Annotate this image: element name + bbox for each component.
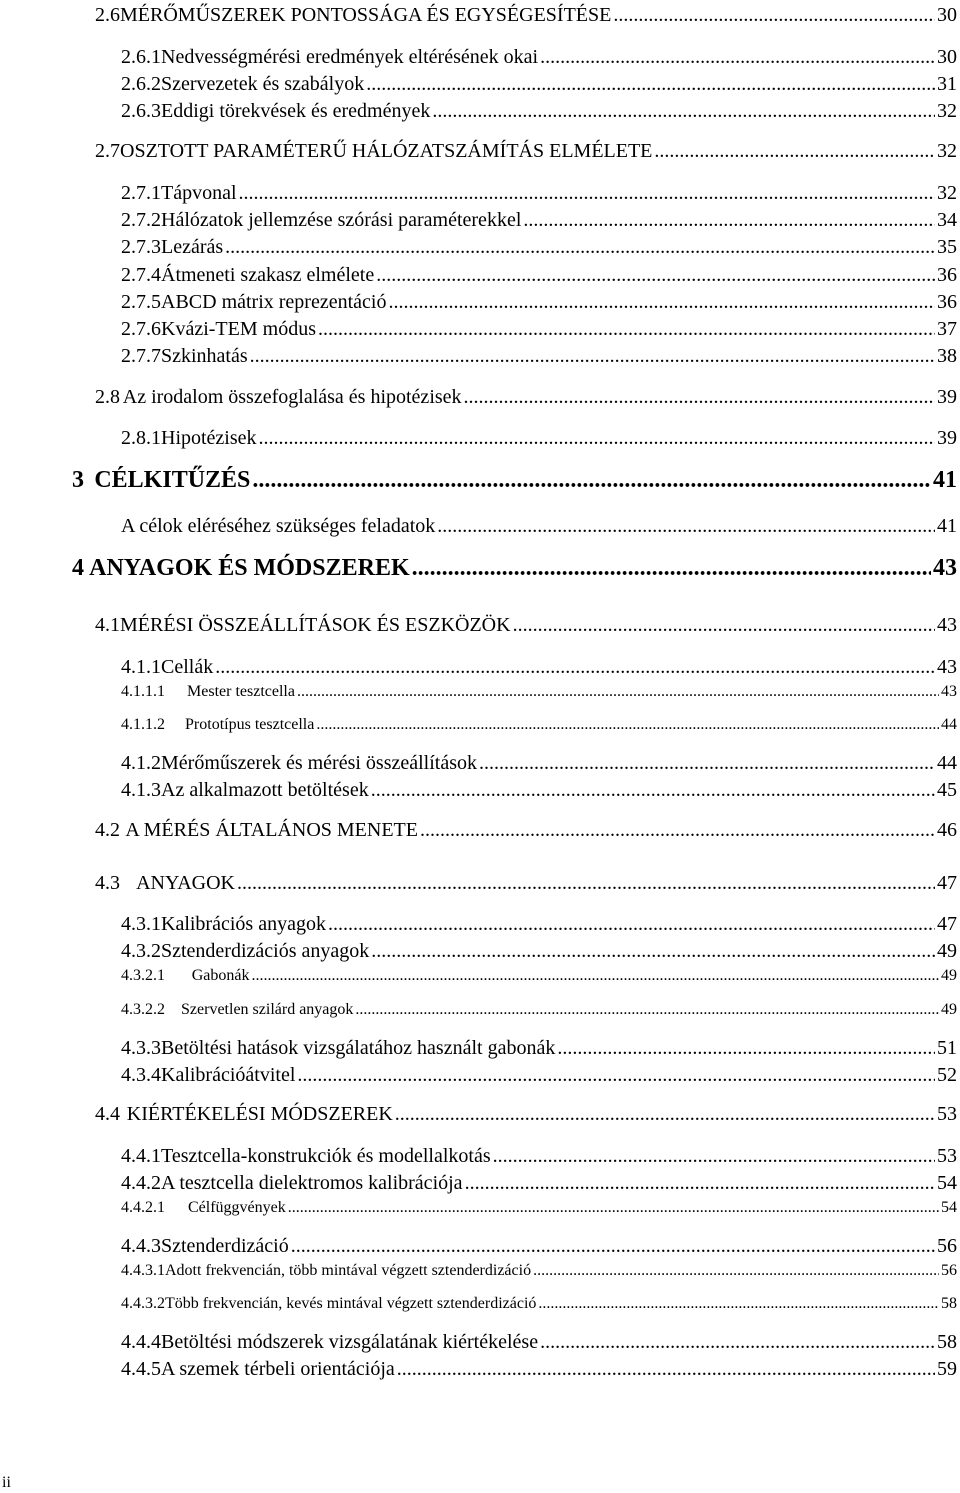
toc-entry-title: Az alkalmazott betöltések [161, 779, 369, 801]
toc-leader-dots [613, 5, 935, 25]
toc-entry-title: Prototípus tesztcella [185, 716, 315, 733]
toc-leader-dots [513, 615, 935, 635]
toc-entry [121, 1002, 957, 1018]
toc-entry-page: 36 [937, 291, 957, 313]
toc-entry [121, 1038, 957, 1058]
toc-entry-number: 2.7.2 [121, 209, 161, 231]
toc-leader-dots [437, 516, 935, 536]
toc-entry-page: 47 [937, 872, 957, 894]
toc-entry-title: Tesztcella-konstrukciók és modellalkotás [161, 1145, 491, 1167]
toc-entry [121, 657, 957, 677]
toc-entry-title: CÉLKITŰZÉS [94, 467, 251, 493]
toc-entry [121, 1146, 957, 1166]
toc-entry-number: 4.4.2 [121, 1172, 161, 1194]
toc-leader-dots [557, 1038, 935, 1058]
toc-leader-dots [371, 780, 935, 800]
toc-entry-number: 4.4.1 [121, 1145, 161, 1167]
toc-leader-dots [465, 1173, 935, 1193]
toc-leader-dots [533, 1263, 939, 1279]
toc-entry-title: ABCD mátrix reprezentáció [161, 291, 387, 313]
toc-entry-title: MÉRÉSI ÖSSZEÁLLÍTÁSOK ÉS ESZKÖZÖK [120, 614, 511, 636]
toc-entry-page: 49 [941, 967, 957, 984]
toc-entry-page: 56 [937, 1235, 957, 1257]
toc-entry [72, 556, 957, 580]
toc-leader-dots [297, 1065, 935, 1085]
toc-entry [121, 780, 957, 800]
toc-entry [121, 1359, 957, 1379]
toc-entry-title: Szervezetek és szabályok [161, 73, 365, 95]
toc-entry [95, 820, 957, 840]
toc-entry-title: Nedvességmérési eredmények eltérésének okai [161, 46, 539, 68]
toc-entry-page: 54 [941, 1199, 957, 1216]
toc-entry-title: ANYAGOK [136, 872, 235, 894]
toc-entry-page: 43 [937, 656, 957, 678]
toc-entry-page: 43 [937, 614, 957, 636]
toc-entry [95, 387, 957, 407]
toc-entry-number: 4.3.1 [121, 913, 161, 935]
toc-leader-dots [225, 237, 935, 257]
toc-entry [121, 516, 957, 536]
toc-entry-page: 32 [937, 100, 957, 122]
toc-entry-number: 4.4.2.1 [121, 1199, 165, 1216]
toc-entry-number: 4.1.2 [121, 752, 161, 774]
toc-entry-title: Mérőműszerek és mérési összeállítások [161, 752, 478, 774]
toc-entry-number: 2.6.1 [121, 46, 161, 68]
toc-leader-dots [297, 684, 939, 700]
toc-entry-page: 30 [937, 4, 957, 26]
toc-leader-dots [654, 141, 935, 161]
toc-entry-number: 2.8.1 [121, 427, 161, 449]
toc-entry-number: 2.7.7 [121, 345, 161, 367]
toc-entry-page: 32 [937, 182, 957, 204]
toc-entry-page: 43 [933, 555, 957, 581]
toc-entry-page: 49 [937, 940, 957, 962]
toc-entry [95, 873, 957, 893]
toc-entry-number: 2.8 [95, 386, 120, 408]
toc-entry [121, 346, 957, 366]
toc-entry [121, 1263, 957, 1279]
toc-leader-dots [376, 265, 935, 285]
toc-entry-title: Szkinhatás [161, 345, 248, 367]
toc-leader-dots [239, 183, 935, 203]
toc-entry-title: Több frekvencián, kevés mintával végzett sztenderdizáció [165, 1295, 537, 1312]
toc-entry-number: 4.4.4 [121, 1331, 161, 1353]
toc-entry [121, 914, 957, 934]
toc-entry-number: 4.4.5 [121, 1358, 161, 1380]
toc-entry-page: 37 [937, 318, 957, 340]
toc-entry [121, 210, 957, 230]
toc-entry [121, 684, 957, 700]
toc-entry-number: 4.3.2 [121, 940, 161, 962]
toc-entry-number: 4 [72, 555, 84, 581]
toc-entry [121, 428, 957, 448]
toc-entry-page: 58 [937, 1331, 957, 1353]
toc-leader-dots [291, 1236, 935, 1256]
toc-entry-page: 43 [941, 683, 957, 700]
toc-leader-dots [464, 387, 935, 407]
toc-leader-dots [252, 468, 931, 492]
toc-entry [121, 292, 957, 312]
toc-entry-title: OSZTOTT PARAMÉTERŰ HÁLÓZATSZÁMÍTÁS ELMÉLETE [120, 140, 653, 162]
page-number-roman: ii [2, 1474, 11, 1491]
toc-leader-dots [250, 346, 935, 366]
toc-entry [121, 101, 957, 121]
toc-entry-title: A MÉRÉS ÁLTALÁNOS MENETE [125, 819, 418, 841]
toc-entry-title: A szemek térbeli orientációja [161, 1358, 395, 1380]
toc-entry-title: Szervetlen szilárd anyagok [181, 1001, 354, 1018]
toc-entry-title: Átmeneti szakasz elmélete [161, 264, 375, 286]
toc-entry-page: 30 [937, 46, 957, 68]
toc-leader-dots [420, 820, 935, 840]
toc-entry [121, 717, 957, 733]
toc-leader-dots [397, 1359, 935, 1379]
toc-entry-page: 44 [937, 752, 957, 774]
toc-entry [95, 1104, 957, 1124]
toc-leader-dots [432, 101, 935, 121]
toc-entry-number: 4.3 [95, 872, 120, 894]
toc-entry [121, 319, 957, 339]
toc-entry [121, 47, 957, 67]
toc-entry [121, 1236, 957, 1256]
toc-leader-dots [493, 1146, 935, 1166]
toc-entry-title: Tápvonal [161, 182, 237, 204]
toc-entry-page: 56 [941, 1262, 957, 1279]
toc-entry-title: A tesztcella dielektromos kalibrációja [161, 1172, 463, 1194]
toc-entry-number: 4.3.4 [121, 1064, 161, 1086]
toc-leader-dots [371, 941, 935, 961]
toc-entry-title: Gabonák [191, 967, 250, 984]
toc-entry [121, 1065, 957, 1085]
toc-entry-page: 38 [937, 345, 957, 367]
toc-entry [121, 1200, 957, 1216]
toc-entry-page: 54 [937, 1172, 957, 1194]
toc-entry-page: 44 [941, 716, 957, 733]
toc-entry-title: A célok eléréséhez szükséges feladatok [121, 515, 436, 537]
toc-entry [95, 5, 957, 25]
toc-entry [121, 941, 957, 961]
toc-entry-page: 53 [937, 1145, 957, 1167]
toc-entry-number: 2.6.2 [121, 73, 161, 95]
toc-leader-dots [523, 210, 935, 230]
toc-entry-page: 45 [937, 779, 957, 801]
toc-entry-title: Adott frekvencián, több mintával végzett sztenderdizáció [165, 1262, 532, 1279]
toc-entry-title: Lezárás [161, 236, 224, 258]
toc-entry-number: 4.4.3.1 [121, 1262, 165, 1279]
toc-entry-title: Sztenderdizációs anyagok [161, 940, 370, 962]
toc-entry-page: 51 [937, 1037, 957, 1059]
toc-entry-title: MÉRŐMŰSZEREK PONTOSSÁGA ÉS EGYSÉGESÍTÉSE [120, 4, 612, 26]
toc-leader-dots [316, 717, 939, 733]
toc-leader-dots [388, 292, 935, 312]
toc-entry-number: 4.3.3 [121, 1037, 161, 1059]
toc-entry-number: 4.4.3.2 [121, 1295, 165, 1312]
toc-entry-number: 4.1.1.1 [121, 683, 165, 700]
toc-entry-page: 47 [937, 913, 957, 935]
toc-entry-page: 31 [937, 73, 957, 95]
toc-entry-page: 41 [937, 515, 957, 537]
toc-entry [95, 141, 957, 161]
toc-entry [72, 468, 957, 492]
toc-entry-title: Kalibrációs anyagok [161, 913, 326, 935]
toc-entry-page: 35 [937, 236, 957, 258]
toc-entry-number: 4.3.2.1 [121, 967, 165, 984]
toc-entry-page: 52 [937, 1064, 957, 1086]
toc-entry-title: Mester tesztcella [187, 683, 295, 700]
toc-leader-dots [538, 1296, 939, 1312]
toc-entry-page: 59 [937, 1358, 957, 1380]
toc-entry-title: Célfüggvények [187, 1199, 286, 1216]
toc-entry [121, 265, 957, 285]
toc-entry-title: Az irodalom összefoglalása és hipotézisek [122, 386, 462, 408]
toc-entry-number: 2.7.1 [121, 182, 161, 204]
toc-entry-title: Kalibrációátvitel [161, 1064, 296, 1086]
toc-entry-number: 4.1.3 [121, 779, 161, 801]
toc-leader-dots [540, 1332, 935, 1352]
toc-entry-number: 2.6 [95, 4, 120, 26]
toc-leader-dots [215, 657, 935, 677]
toc-entry-title: Betöltési hatások vizsgálatához használt gabonák [161, 1037, 556, 1059]
toc-leader-dots [259, 428, 935, 448]
toc-entry-number: 4.1.1.2 [121, 716, 165, 733]
toc-entry-title: Betöltési módszerek vizsgálatának kiértékelése [161, 1331, 539, 1353]
toc-entry-title: Sztenderdizáció [161, 1235, 289, 1257]
toc-leader-dots [328, 914, 935, 934]
toc-entry-title: Hipotézisek [161, 427, 257, 449]
toc-entry [121, 74, 957, 94]
toc-entry-page: 36 [937, 264, 957, 286]
toc-leader-dots [318, 319, 935, 339]
toc-leader-dots [288, 1200, 939, 1216]
toc-entry [121, 968, 957, 984]
toc-entry [121, 1173, 957, 1193]
toc-leader-dots [251, 968, 939, 984]
toc-entry-title: Eddigi törekvések és eredmények [161, 100, 431, 122]
toc-leader-dots [540, 47, 935, 67]
toc-entry [95, 615, 957, 635]
toc-entry-title: Cellák [161, 656, 214, 678]
toc-entry [121, 183, 957, 203]
toc-entry-number: 3 [72, 467, 84, 493]
toc-entry-page: 32 [937, 140, 957, 162]
toc-entry-number: 4.1 [95, 614, 120, 636]
toc-entry-number: 4.2 [95, 819, 120, 841]
toc-entry [121, 237, 957, 257]
toc-entry-number: 2.7.4 [121, 264, 161, 286]
toc-leader-dots [237, 873, 935, 893]
toc-entry-number: 4.3.2.2 [121, 1001, 165, 1018]
toc-entry-title: ANYAGOK ÉS MÓDSZEREK [89, 555, 410, 581]
toc-entry-page: 39 [937, 386, 957, 408]
toc-entry [121, 753, 957, 773]
toc-entry-page: 41 [933, 467, 957, 493]
toc-entry-title: KIÉRTÉKELÉSI MÓDSZEREK [126, 1103, 393, 1125]
toc-entry-number: 2.7.6 [121, 318, 161, 340]
toc-leader-dots [412, 556, 931, 580]
toc-entry-page: 58 [941, 1295, 957, 1312]
toc-entry-title: Hálózatok jellemzése szórási paraméterekkel [161, 209, 522, 231]
toc-leader-dots [395, 1104, 935, 1124]
toc-entry-page: 46 [937, 819, 957, 841]
toc-entry-page: 49 [941, 1001, 957, 1018]
toc-entry-page: 53 [937, 1103, 957, 1125]
toc-entry-number: 4.4.3 [121, 1235, 161, 1257]
toc-entry-page: 34 [937, 209, 957, 231]
toc-leader-dots [479, 753, 935, 773]
toc-entry-number: 2.7 [95, 140, 120, 162]
toc-leader-dots [355, 1002, 939, 1018]
toc-entry [121, 1332, 957, 1352]
toc-entry-title: Kvázi-TEM módus [161, 318, 316, 340]
toc-leader-dots [366, 74, 935, 94]
toc-entry-number: 2.6.3 [121, 100, 161, 122]
toc-entry-number: 2.7.5 [121, 291, 161, 313]
toc-entry-number: 4.1.1 [121, 656, 161, 678]
toc-entry [121, 1296, 957, 1312]
toc-entry-number: 2.7.3 [121, 236, 161, 258]
toc-entry-number: 4.4 [95, 1103, 120, 1125]
toc-entry-page: 39 [937, 427, 957, 449]
